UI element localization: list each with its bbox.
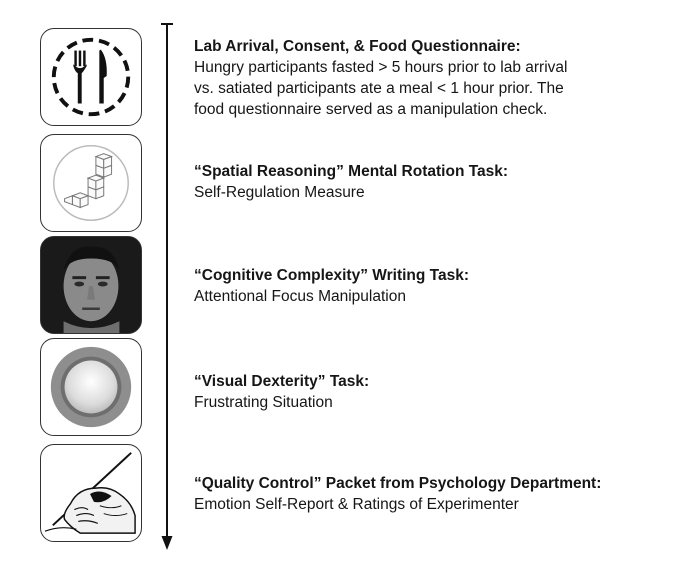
step-4-description: Frustrating Situation <box>194 394 333 411</box>
step-1-icon-panel <box>40 28 142 126</box>
plate-fork-knife-icon <box>41 29 141 125</box>
step-5-icon-panel <box>40 444 142 542</box>
hand-writing-icon <box>41 445 141 541</box>
step-3-description: Attentional Focus Manipulation <box>194 288 406 305</box>
step-2-title: “Spatial Reasoning” Mental Rotation Task: <box>194 163 509 180</box>
timeline-arrow <box>160 22 174 552</box>
step-2-description: Self-Regulation Measure <box>194 184 365 201</box>
step-4-text <box>194 371 684 413</box>
step-4-title: “Visual Dexterity” Task: <box>194 373 370 390</box>
circle-target-icon <box>41 339 141 435</box>
step-4-icon-panel <box>40 338 142 436</box>
step-2-text <box>194 161 684 203</box>
step-3-text <box>194 265 684 307</box>
step-5-title: “Quality Control” Packet from Psychology Department: <box>194 475 602 492</box>
step-5-description: Emotion Self-Report & Ratings of Experimenter <box>194 496 519 513</box>
step-1-title: Lab Arrival, Consent, & Food Questionnaire: <box>194 38 521 55</box>
face-photo-icon <box>41 237 141 333</box>
step-1-description: Hungry participants fasted > 5 hours prior to lab arrival vs. satiated participants ate a meal < 1 hour prior. The food questionnaire served as a manipulation check. <box>194 59 568 118</box>
step-1-text <box>194 36 684 120</box>
step-3-icon-panel <box>40 236 142 334</box>
step-2-icon-panel <box>40 134 142 232</box>
step-3-title: “Cognitive Complexity” Writing Task: <box>194 267 470 284</box>
step-5-text <box>194 473 684 515</box>
cube-stack-icon <box>41 135 141 231</box>
